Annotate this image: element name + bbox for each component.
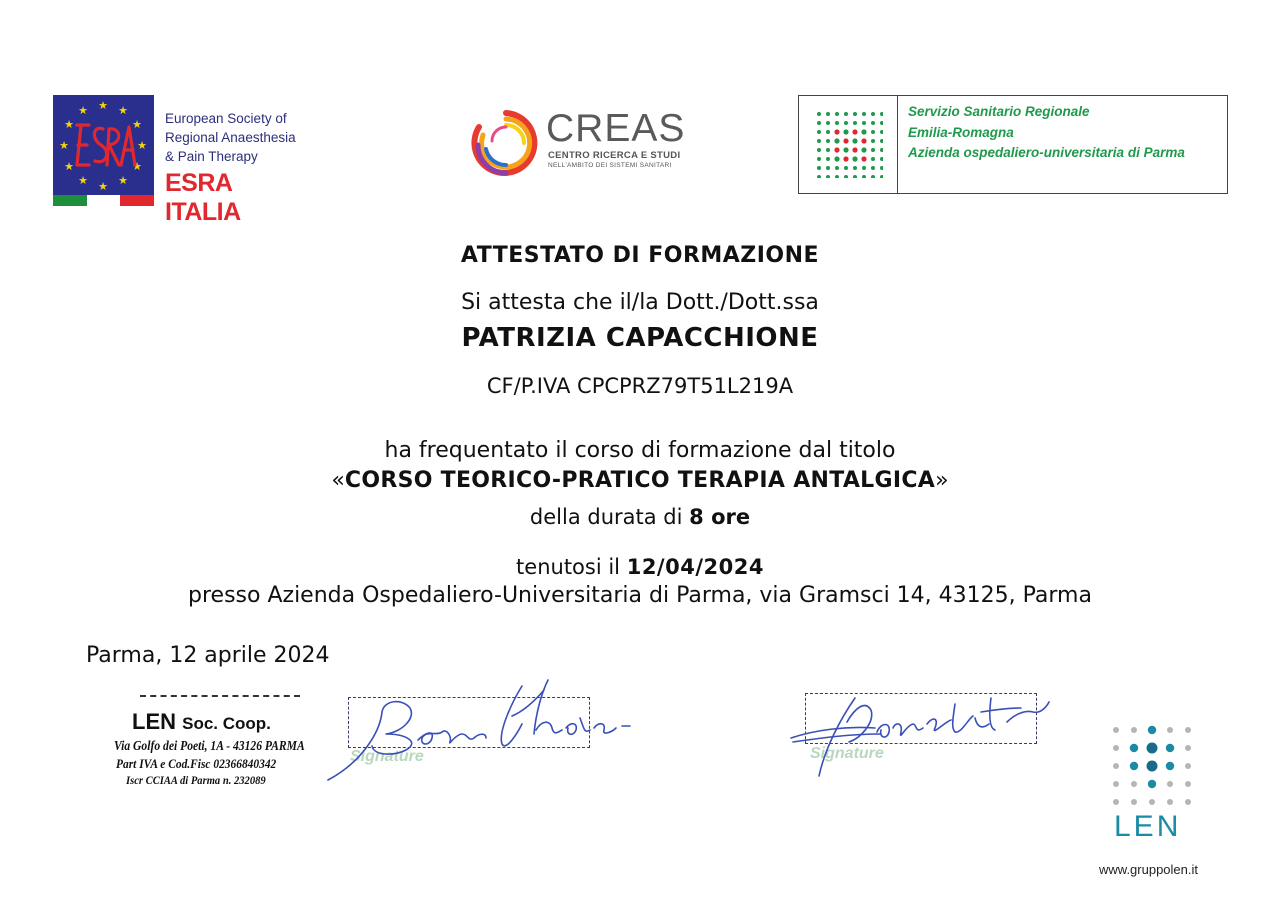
stamp-company-main: LEN — [132, 709, 176, 734]
ssr-logo-box — [798, 95, 1228, 194]
stamp-address: Via Golfo dei Poeti, 1A - 43126 PARMA — [114, 738, 305, 753]
held-date: 12/04/2024 — [626, 555, 764, 579]
ssr-divider — [897, 96, 898, 193]
italian-flag-stripe — [53, 195, 154, 206]
stamp-vat: Part IVA e Cod.Fisc 02366840342 — [116, 756, 277, 771]
stamp-border — [140, 695, 300, 697]
ssr-line-2: Emilia-Romagna — [908, 124, 1014, 140]
creas-wordmark: CREAS — [546, 107, 686, 150]
place-and-date: Parma, 12 aprile 2024 — [86, 643, 330, 668]
esra-line-1: European Society of — [165, 111, 287, 126]
held-prefix: tenutosi il — [516, 555, 627, 579]
len-dots-icon — [1108, 718, 1208, 813]
certificate-title: ATTESTATO DI FORMAZIONE — [460, 243, 820, 268]
website-link[interactable]: www.gruppolen.it — [1099, 862, 1198, 877]
esra-logo — [53, 95, 313, 226]
svg-text:★: ★ — [132, 118, 142, 131]
svg-text:★: ★ — [78, 104, 88, 117]
right-signature-label: Signature — [810, 745, 884, 762]
left-signature-label: Signature — [350, 748, 424, 765]
eu-stars-icon — [53, 95, 154, 196]
svg-text:★: ★ — [64, 160, 74, 173]
attended-statement: ha frequentato il corso di formazione dal titolo — [384, 438, 896, 463]
course-quote-close: » — [935, 468, 949, 493]
svg-text:★: ★ — [98, 180, 108, 193]
left-handwritten-signature — [322, 672, 642, 787]
course-title: CORSO TEORICO-PRATICO TERAPIA ANTALGICA — [344, 468, 936, 493]
len-logo — [1108, 718, 1208, 843]
stamp-registration: Iscr CCIAA di Parma n. 232089 — [126, 773, 266, 787]
svg-text:★: ★ — [137, 139, 147, 152]
svg-text:★: ★ — [118, 174, 128, 187]
ssr-line-1: Servizio Sanitario Regionale — [908, 104, 1090, 119]
tax-id: CF/P.IVA CPCPRZ79T51L219A — [486, 374, 794, 398]
duration-prefix: della durata di — [529, 505, 690, 529]
creas-subtitle-small: NELL'AMBITO DEI SISTEMI SANITARI — [548, 162, 672, 169]
company-stamp — [112, 693, 322, 793]
esra-description — [165, 109, 296, 166]
right-handwritten-signature — [785, 688, 1055, 783]
svg-text:★: ★ — [59, 139, 69, 152]
duration-line — [0, 505, 1280, 529]
course-title-line — [0, 468, 1280, 493]
esra-brand: ESRA ITALIA — [165, 169, 241, 226]
creas-logo — [470, 105, 690, 185]
svg-text:★: ★ — [98, 99, 108, 112]
creas-swirl-icon — [470, 105, 542, 181]
svg-text:★: ★ — [118, 104, 128, 117]
held-date-line — [0, 555, 1280, 579]
svg-text:★: ★ — [78, 174, 88, 187]
stamp-company-name — [132, 709, 271, 735]
esra-line-2: Regional Anaesthesia — [165, 130, 296, 145]
esra-line-3: & Pain Therapy — [165, 149, 258, 164]
esra-emblem — [53, 95, 154, 196]
stamp-company-type: Soc. Coop. — [182, 714, 271, 733]
course-quote-open: « — [331, 468, 345, 493]
course-location: presso Azienda Ospedaliero-Universitaria di Parma, via Gramsci 14, 43125, Parma — [188, 583, 1092, 608]
svg-text:★: ★ — [64, 118, 74, 131]
ssr-dots-icon — [815, 110, 883, 178]
certificate-intro: Si attesta che il/la Dott./Dott.ssa — [461, 290, 819, 315]
svg-text:★: ★ — [132, 160, 142, 173]
ssr-text — [908, 102, 1185, 164]
len-wordmark: LEN — [1114, 810, 1182, 843]
ssr-line-3: Azienda ospedaliero-universitaria di Parma — [908, 145, 1185, 160]
duration-value: 8 ore — [689, 505, 751, 529]
recipient-name: PATRIZIA CAPACCHIONE — [461, 323, 819, 353]
creas-subtitle: CENTRO RICERCA E STUDI — [548, 150, 681, 161]
